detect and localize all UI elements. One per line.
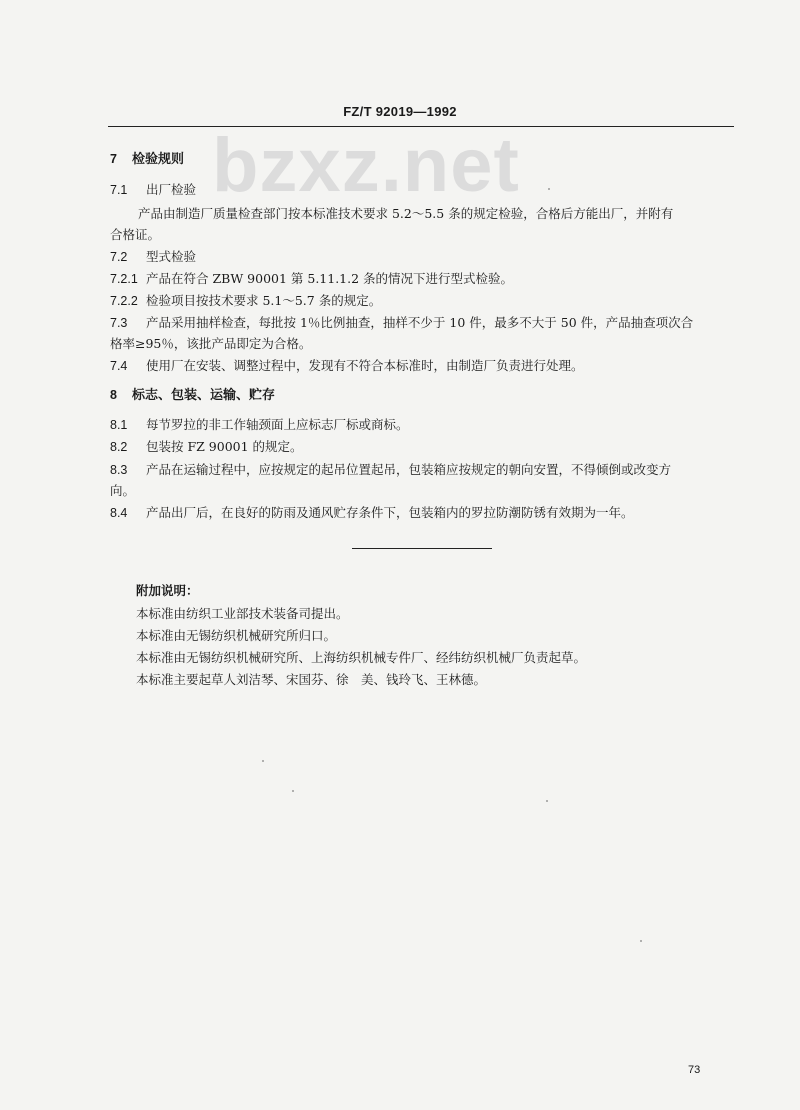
clause-title: 出厂检验 — [146, 182, 197, 197]
clause-8-1 — [110, 416, 409, 434]
clause-number: 8.3 — [110, 463, 128, 477]
section-8-heading — [110, 386, 275, 405]
notes-line-1: 本标准由纺织工业部技术装备司提出。 — [136, 606, 349, 621]
clause-text: 使用厂在安装、调整过程中，发现有不符合本标准时，由制造厂负责进行处理。 — [146, 358, 584, 373]
section-title: 检验规则 — [132, 152, 185, 167]
notes-line-4: 本标准主要起草人刘洁琴、宋国芬、徐 美、钱玲飞、王林德。 — [136, 672, 487, 687]
clause-7-4 — [110, 357, 584, 375]
header-rule — [108, 126, 734, 127]
clause-7-2 — [110, 248, 196, 266]
clause-number: 7.3 — [110, 316, 128, 330]
notes-line-3: 本标准由无锡纺织机械研究所、上海纺织机械专件厂、经纬纺织机械厂负责起草。 — [136, 650, 587, 665]
clause-number: 8.2 — [110, 440, 128, 454]
clause-text: 每节罗拉的非工作轴颈面上应标志厂标或商标。 — [146, 417, 409, 432]
section-number: 8 — [110, 388, 117, 402]
clause-number: 7.1 — [110, 183, 128, 197]
clause-number: 8.4 — [110, 506, 128, 520]
scan-speck — [546, 800, 548, 802]
clause-number: 7.2 — [110, 250, 128, 264]
clause-7-1 — [110, 181, 196, 199]
clause-number: 7.2.2 — [110, 294, 138, 308]
end-of-text-rule — [352, 548, 492, 549]
watermark-text: bzxz.net — [212, 123, 520, 208]
clause-number: 7.4 — [110, 359, 128, 373]
clause-text: 检验项目按技术要求 5.1～5.7 条的规定。 — [146, 293, 382, 308]
clause-7-1-text-line2: 合格证。 — [110, 227, 161, 242]
clause-number: 8.1 — [110, 418, 128, 432]
clause-7-1-text-line1: 产品由制造厂质量检查部门按本标准技术要求 5.2～5.5 条的规定检验，合格后方能出厂，并附有 — [138, 206, 674, 221]
clause-text: 包装按 FZ 90001 的规定。 — [146, 439, 303, 454]
clause-7-3 — [110, 314, 693, 332]
clause-text: 产品出厂后，在良好的防雨及通风贮存条件下，包装箱内的罗拉防潮防锈有效期为一年。 — [146, 505, 634, 520]
clause-title: 型式检验 — [146, 249, 197, 264]
clause-8-3-text-line2: 向。 — [110, 483, 136, 498]
clause-number: 7.2.1 — [110, 272, 138, 286]
scan-speck — [262, 760, 264, 762]
clause-text-line1: 产品采用抽样检查，每批按 1％比例抽查，抽样不少于 10 件，最多不大于 50 件，产品抽查项次合 — [146, 315, 694, 330]
section-number: 7 — [110, 152, 117, 166]
notes-line-2: 本标准由无锡纺织机械研究所归口。 — [136, 628, 337, 643]
clause-7-2-2 — [110, 292, 381, 310]
scan-speck — [292, 790, 294, 792]
clause-7-2-1 — [110, 270, 513, 288]
section-7-heading — [110, 150, 184, 169]
scan-speck — [640, 940, 642, 942]
clause-text: 产品在符合 ZBW 90001 第 5.11.1.2 条的情况下进行型式检验。 — [146, 271, 514, 286]
clause-text-line1: 产品在运输过程中，应按规定的起吊位置起吊，包装箱应按规定的朝向安置，不得倾倒或改变方 — [146, 462, 672, 477]
clause-8-2 — [110, 438, 303, 456]
standard-code: FZ/T 92019—1992 — [343, 104, 457, 119]
clause-8-3 — [110, 461, 671, 479]
clause-7-3-text-line2: 格率≥95％，该批产品即定为合格。 — [110, 336, 312, 351]
clause-8-4 — [110, 504, 634, 522]
scan-speck — [548, 188, 550, 190]
page-number: 73 — [688, 1064, 701, 1076]
notes-title: 附加说明： — [136, 583, 199, 598]
section-title: 标志、包装、运输、贮存 — [132, 388, 276, 403]
